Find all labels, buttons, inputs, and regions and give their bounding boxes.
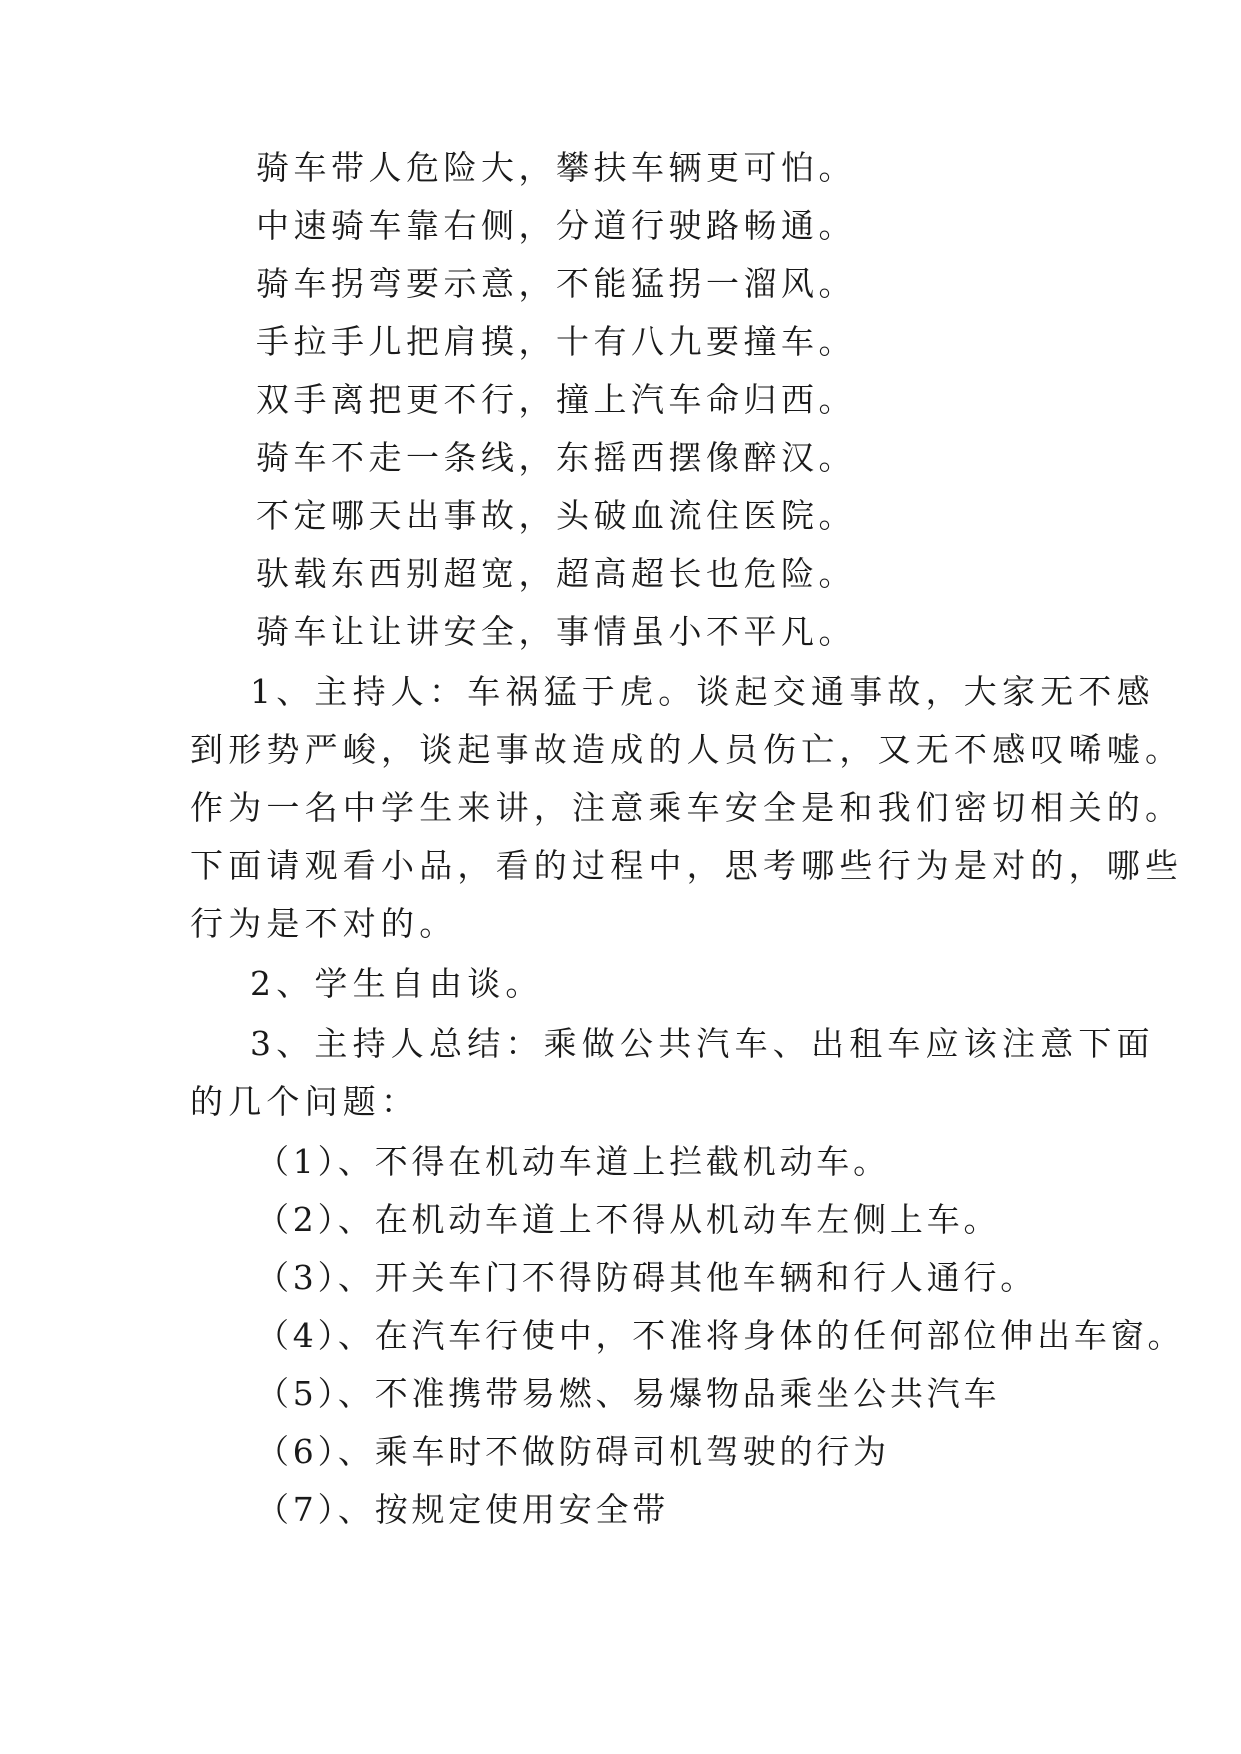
paragraph-line: 到形势严峻，谈起事故造成的人员伤亡，又无不感叹唏嘘。 [190,730,1184,769]
paragraph-line: 行为是不对的。 [190,904,458,943]
poem-line: 骑车让让讲安全，事情虽小不平凡。 [256,612,856,651]
paragraph-line: 下面请观看小品，看的过程中，思考哪些行为是对的，哪些 [190,846,1184,885]
poem-line: 手拉手儿把肩摸，十有八九要撞车。 [256,322,856,361]
list-item: （4）、在汽车行使中，不准将身体的任何部位伸出车窗。 [256,1316,1185,1355]
poem-line: 不定哪天出事故，头破血流住医院。 [256,496,856,535]
paragraph-line: 的几个问题： [190,1082,420,1121]
list-item: （5）、不准携带易燃、易爆物品乘坐公共汽车 [256,1374,1001,1413]
poem-line: 驮载东西别超宽，超高超长也危险。 [256,554,856,593]
poem-line: 骑车不走一条线，东摇西摆像醉汉。 [256,438,856,477]
paragraph-line: 3、主持人总结：乘做公共汽车、出租车应该注意下面 [250,1024,1155,1063]
list-item: （7）、按规定使用安全带 [256,1490,670,1529]
paragraph-line: 作为一名中学生来讲，注意乘车安全是和我们密切相关的。 [190,788,1184,827]
poem-line: 骑车带人危险大，攀扶车辆更可怕。 [256,148,856,187]
paragraph-line: 2、学生自由谈。 [250,964,544,1003]
list-item: （6）、乘车时不做防碍司机驾驶的行为 [256,1432,890,1471]
paragraph-line: 1、主持人：车祸猛于虎。谈起交通事故，大家无不感 [250,672,1155,711]
poem-line: 中速骑车靠右侧，分道行驶路畅通。 [256,206,856,245]
poem-line: 双手离把更不行，撞上汽车命归西。 [256,380,856,419]
poem-line: 骑车拐弯要示意，不能猛拐一溜风。 [256,264,856,303]
list-item: （3）、开关车门不得防碍其他车辆和行人通行。 [256,1258,1038,1297]
list-item: （1）、不得在机动车道上拦截机动车。 [256,1142,890,1181]
list-item: （2）、在机动车道上不得从机动车左侧上车。 [256,1200,1001,1239]
